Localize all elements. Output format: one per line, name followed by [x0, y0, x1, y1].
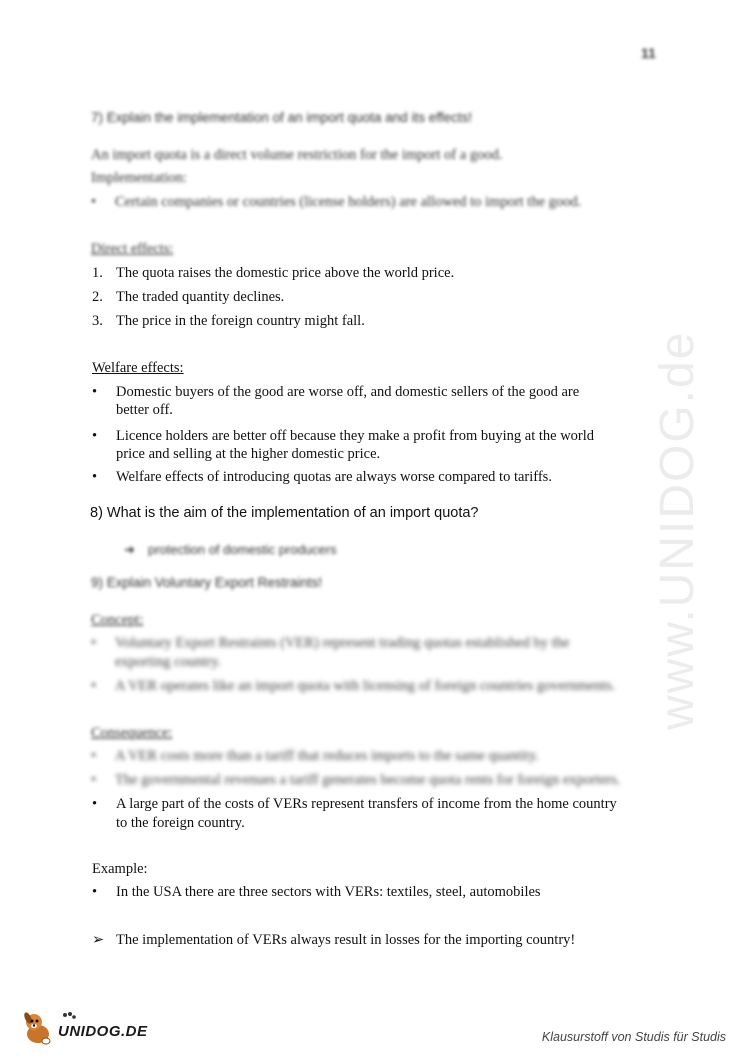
- list-item: 3. The price in the foreign country might fall.: [92, 313, 365, 329]
- q8-answer: ➜ protection of domestic producers: [124, 542, 337, 557]
- paw-icon: [62, 1012, 76, 1022]
- list-item: • Voluntary Export Restraints (VER) represent trading quotas established by the: [91, 635, 570, 651]
- list-item-continuation: better off.: [116, 402, 173, 418]
- list-item: 2. The traded quantity declines.: [92, 289, 285, 305]
- list-item: • Licence holders are better off because they make a profit from buying at the world: [92, 428, 595, 444]
- q7-intro: An import quota is a direct volume restriction for the import of a good.: [91, 147, 503, 163]
- q8-heading: 8) What is the aim of the implementation of an import quota?: [90, 505, 479, 521]
- bullet-icon: •: [92, 469, 98, 485]
- bullet-icon: •: [92, 428, 98, 444]
- list-item: 1. The quota raises the domestic price above the world price.: [92, 265, 455, 281]
- dog-icon: [22, 1010, 60, 1046]
- watermark: www.UNIDOG.de: [651, 330, 704, 730]
- q7-welfare-effects-label: Welfare effects:: [92, 360, 184, 376]
- q7-heading: 7) Explain the implementation of an import quota and its effects!: [91, 110, 472, 125]
- footer-tagline: Klausurstoff von Studis für Studis: [541, 1030, 726, 1044]
- arrow-right-icon: ➜: [124, 542, 135, 557]
- q9-consequence-label: Consequence:: [91, 725, 173, 741]
- list-item: • A VER operates like an import quota with licensing of foreign countries governments.: [91, 678, 616, 694]
- q9-concept-label: Concept:: [91, 612, 144, 628]
- page-number: 11: [641, 45, 656, 61]
- bullet-icon: •: [91, 635, 97, 651]
- list-item: • Welfare effects of introducing quotas are always worse compared to tariffs.: [92, 469, 552, 485]
- list-item: • A large part of the costs of VERs represent transfers of income from the home country: [92, 796, 617, 812]
- list-item-continuation: price and selling at the higher domestic price.: [116, 446, 381, 462]
- list-item: • Domestic buyers of the good are worse off, and domestic sellers of the good are: [92, 384, 580, 400]
- list-item-continuation: to the foreign country.: [116, 815, 245, 831]
- q7-direct-effects-label: Direct effects:: [91, 241, 174, 257]
- bullet-icon: •: [92, 796, 98, 812]
- bullet-icon: •: [91, 772, 97, 788]
- logo-text: UNIDOG.DE: [58, 1023, 148, 1040]
- bullet-icon: •: [91, 748, 97, 764]
- list-item: • In the USA there are three sectors with VERs: textiles, steel, automobiles: [92, 884, 541, 900]
- list-item: • A VER costs more than a tariff that reduces imports to the same quantity.: [91, 748, 539, 764]
- unidog-logo: [22, 1010, 162, 1046]
- list-item-continuation: exporting country.: [115, 654, 222, 670]
- q9-conclusion: ➢ The implementation of VERs always result in losses for the importing country!: [92, 932, 576, 948]
- arrowhead-icon: ➢: [92, 932, 105, 948]
- q9-example-label: Example:: [92, 861, 148, 877]
- bullet-icon: •: [92, 384, 98, 400]
- bullet-icon: •: [91, 194, 97, 210]
- q9-heading: 9) Explain Voluntary Export Restraints!: [91, 575, 323, 590]
- bullet-icon: •: [91, 678, 97, 694]
- list-item: • The governmental revenues a tariff generates become quota rents for foreign exporters.: [91, 772, 621, 788]
- bullet-icon: •: [92, 884, 98, 900]
- q7-implementation-item: • Certain companies or countries (license holders) are allowed to import the good.: [91, 194, 582, 210]
- q7-implementation-label: Implementation:: [91, 170, 187, 186]
